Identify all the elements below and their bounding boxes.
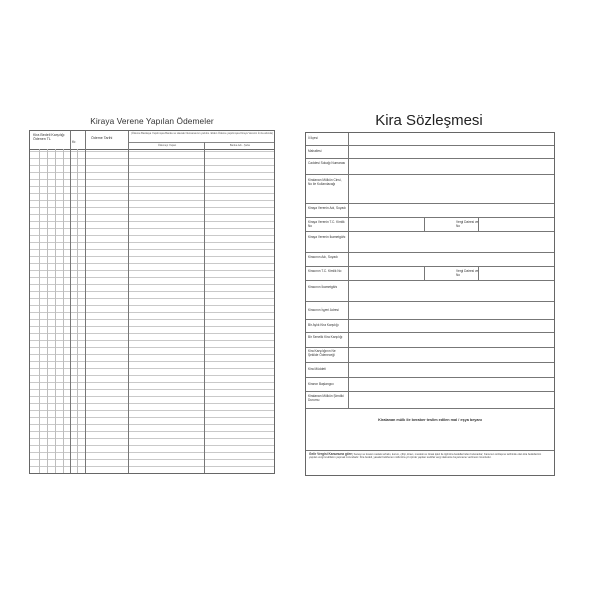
form-row [306,253,554,267]
form-row [306,348,554,363]
label-divider [348,253,349,266]
form-mid-label: Vergi Dairesi ve No [456,269,479,277]
label-divider [348,348,349,362]
form-mid-label: Vergi Dairesi ve No [456,220,479,228]
tax-notice [306,450,554,475]
form-label: Kiralanan Mülkün Cinsi, No ile Kullanılacağı [308,178,342,186]
bank-column-header: Banka Adı - Şube [229,143,251,147]
form-row [306,320,554,333]
date-column-header: Ödeme Tarihi [91,136,113,140]
label-divider [348,159,349,174]
payments-ledger [29,130,275,474]
column-divider [85,131,86,473]
contract-page [302,112,556,478]
paid-by-column-header: Ödemeyi Yapan [157,143,177,147]
form-row [306,281,554,302]
label-divider [348,218,349,231]
ledger-header [30,131,274,150]
payments-page [26,116,278,476]
form-label: Kiracının İkametgâhı [308,285,338,289]
contract-form [305,132,555,476]
column-divider [128,131,129,473]
column-divider [204,142,205,473]
form-row [306,392,554,409]
form-label: Kiralanan Mülkün Şimdiki Durumu [308,394,344,402]
tax-notice-body: Sanayi ve ticaret mesleki erbabı, kurum, çiftçi, kiracı, mesleki ve ziraat işleri ile ilgili kira bedellerinden bulunanlar; Kanunun sözleşme tarihinde olan kira bedellerinin yapılan vergi tevkifatını yapmak zorundadır. Kira bedeli, yasalar belirlenen mülki kira yılı içinde yapılan tevkifat vergi dairesine beyanname verilmesi zorunludur. [309,453,542,460]
label-divider [348,204,349,217]
form-label: Kiracının İşyeri Adresi [308,308,339,312]
form-label: Kiraya Verenin İkametgâhı [308,235,346,239]
form-label: Kira Müddeti [308,367,326,371]
form-label: Kiranın Başlangıcı [308,382,334,386]
form-label: Kira Karşılığının Ne Şekilde Ödeneceği [308,349,336,357]
tax-notice-text [309,453,549,460]
grid-line [63,149,64,473]
tax-notice-title: Gelir Vergisi Kanununa göre; [309,452,353,456]
mid-divider [478,218,479,231]
form-row [306,378,554,392]
form-label: Bir Senelik Kira Karşılığı [308,335,343,339]
label-divider [348,232,349,252]
form-row [306,146,554,159]
grid-line [47,149,48,473]
method-column-header: (Ödeme Bankaya Yapılmışsa Banka ve Havale Numarasının yazılısı. Elden Ödeme yapılmışsa Kiraya Verenin İmza altında) [131,132,273,135]
form-label: Bir Aylık Kira Karşılığı [308,323,339,327]
label-divider [348,302,349,319]
form-label: Kiracının Adı, Soyadı [308,255,338,259]
grid-line [77,149,78,473]
label-divider [348,267,349,280]
contract-title: Kira Sözleşmesi [375,112,483,129]
form-row [306,363,554,378]
payments-title: Kiraya Verene Yapılan Ödemeler [90,116,214,126]
label-divider [348,133,349,145]
form-label: İl İlçesi [308,136,318,140]
label-divider [348,320,349,332]
form-label: Kiracının T.C. Kimlik No [308,269,342,273]
grid-line [55,149,56,473]
form-label: Kiraya Verenin Adı, Soyadı [308,206,346,210]
form-row [306,204,554,218]
label-divider [348,392,349,408]
form-row [306,333,554,348]
form-row [306,218,554,232]
form-row [306,267,554,281]
label-divider [348,146,349,158]
mid-divider [424,218,425,231]
grid-line [39,149,40,473]
form-row [306,133,554,146]
amount-column-header: Kira Bedeli Karşılığı Ödenen TL [33,133,65,142]
form-row [306,175,554,204]
kr-column-header: Kr. [72,140,77,144]
form-label: Caddesi Sokağı Numarası [308,161,346,165]
form-row [306,302,554,320]
label-divider [348,363,349,377]
form-row [306,159,554,175]
form-label: Mahallesi [308,149,322,153]
label-divider [348,378,349,391]
form-label: Kiraya Verenin T.C. Kimlik No [308,220,345,228]
mid-divider [478,267,479,280]
declaration-title: Kiralanan mülk ile beraber teslim edilen mal / eşya beyanı [378,418,482,422]
label-divider [348,175,349,203]
column-divider [70,131,71,473]
mid-divider [424,267,425,280]
label-divider [348,281,349,301]
label-divider [348,333,349,347]
form-row [306,232,554,253]
